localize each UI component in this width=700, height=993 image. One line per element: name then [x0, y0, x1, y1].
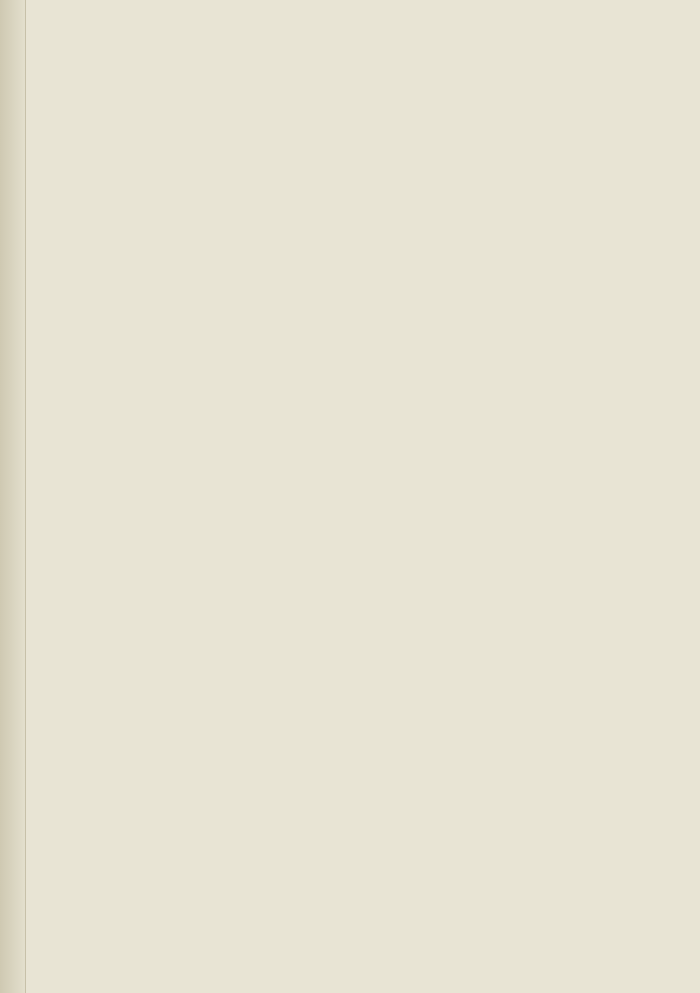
binding-edge: [0, 0, 26, 993]
date-row: [130, 280, 650, 304]
document-body: [135, 336, 685, 956]
